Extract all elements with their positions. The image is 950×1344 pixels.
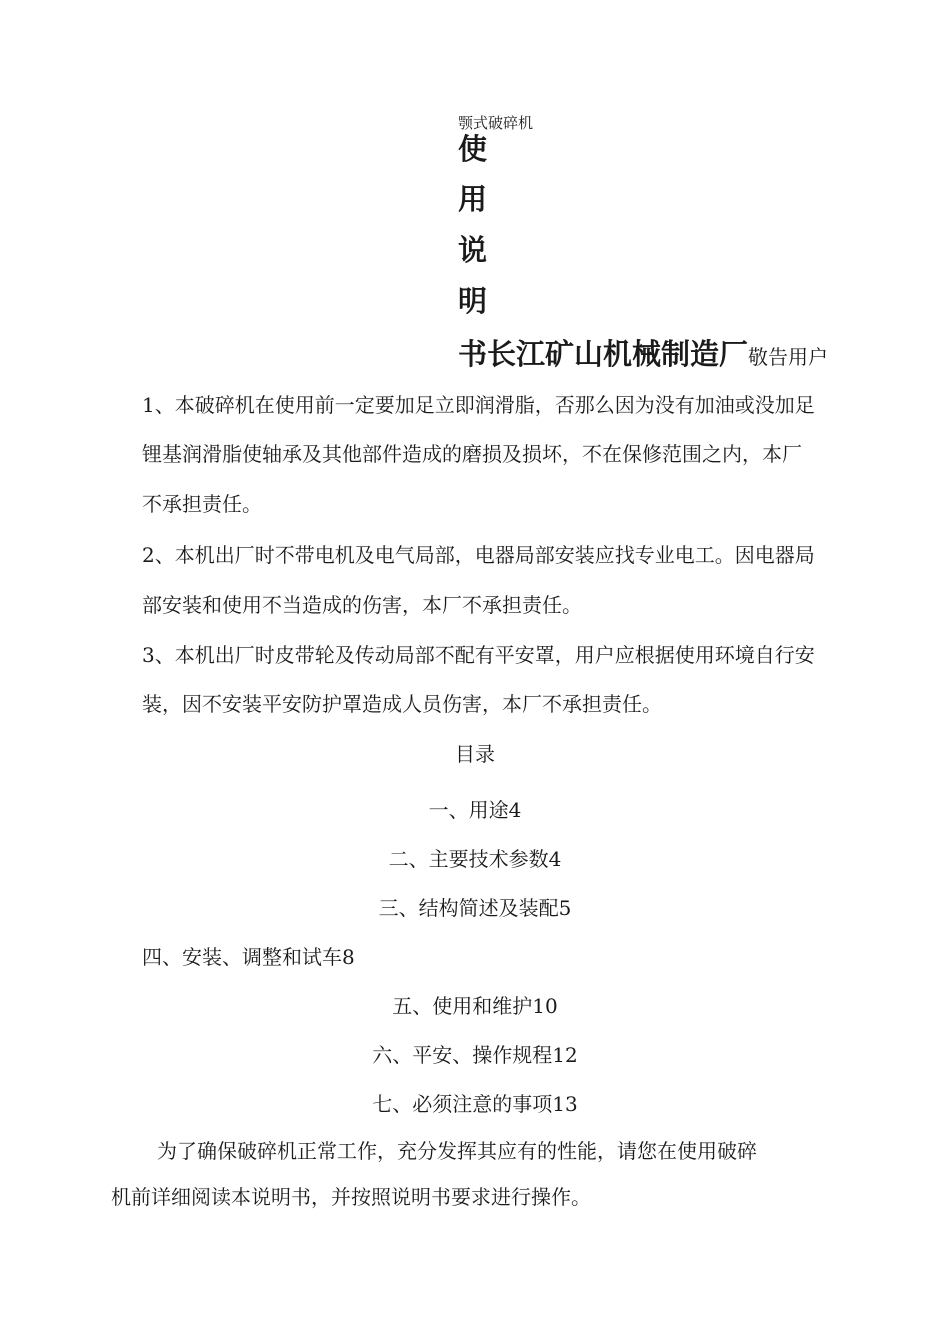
closing-line-1: 为了确保破碎机正常工作，充分发挥其应有的性能，请您在使用破碎 bbox=[157, 1139, 757, 1163]
title-char-2: 用 bbox=[458, 182, 488, 216]
document-subtitle: 颚式破碎机 bbox=[458, 114, 534, 132]
toc-heading: 目录 bbox=[455, 742, 495, 766]
notice-1-line-1: 1、本破碎机在使用前一定要加足立即润滑脂，否那么因为没有加油或没加足 bbox=[142, 393, 815, 417]
toc-item: 五、使用和维护10 bbox=[392, 994, 558, 1018]
factory-name: 书长江矿山机械制造厂 bbox=[458, 337, 749, 371]
toc-item: 一、用途4 bbox=[428, 798, 522, 822]
toc-item: 七、必须注意的事项13 bbox=[372, 1092, 578, 1116]
notice-3-line-1: 3、本机出厂时皮带轮及传动局部不配有平安罩，用户应根据使用环境自行安 bbox=[142, 643, 815, 667]
toc-item: 二、主要技术参数4 bbox=[388, 847, 562, 871]
title-char-3: 说 bbox=[458, 233, 488, 267]
notice-3-line-2: 装，因不安装平安防护罩造成人员伤害，本厂不承担责任。 bbox=[142, 692, 662, 716]
title-char-1: 使 bbox=[458, 132, 488, 166]
toc-item: 六、平安、操作规程12 bbox=[372, 1043, 578, 1067]
notice-2-line-2: 部安装和使用不当造成的伤害，本厂不承担责任。 bbox=[142, 593, 582, 617]
notice-1-line-2: 锂基润滑脂使轴承及其他部件造成的磨损及损坏，不在保修范围之内，本厂 bbox=[142, 442, 802, 466]
toc-item: 四、安装、调整和试车8 bbox=[142, 945, 355, 969]
notice-2-line-1: 2、本机出厂时不带电机及电气局部，电器局部安装应找专业电工。因电器局 bbox=[142, 543, 815, 567]
notice-label: 敬告用户 bbox=[748, 345, 829, 369]
notice-1-line-3: 不承担责任。 bbox=[142, 492, 262, 516]
title-factory-line bbox=[458, 334, 828, 377]
title-char-4: 明 bbox=[458, 284, 488, 318]
closing-line-2: 机前详细阅读本说明书，并按照说明书要求进行操作。 bbox=[111, 1185, 591, 1209]
toc-item: 三、结构简述及装配5 bbox=[378, 896, 572, 920]
